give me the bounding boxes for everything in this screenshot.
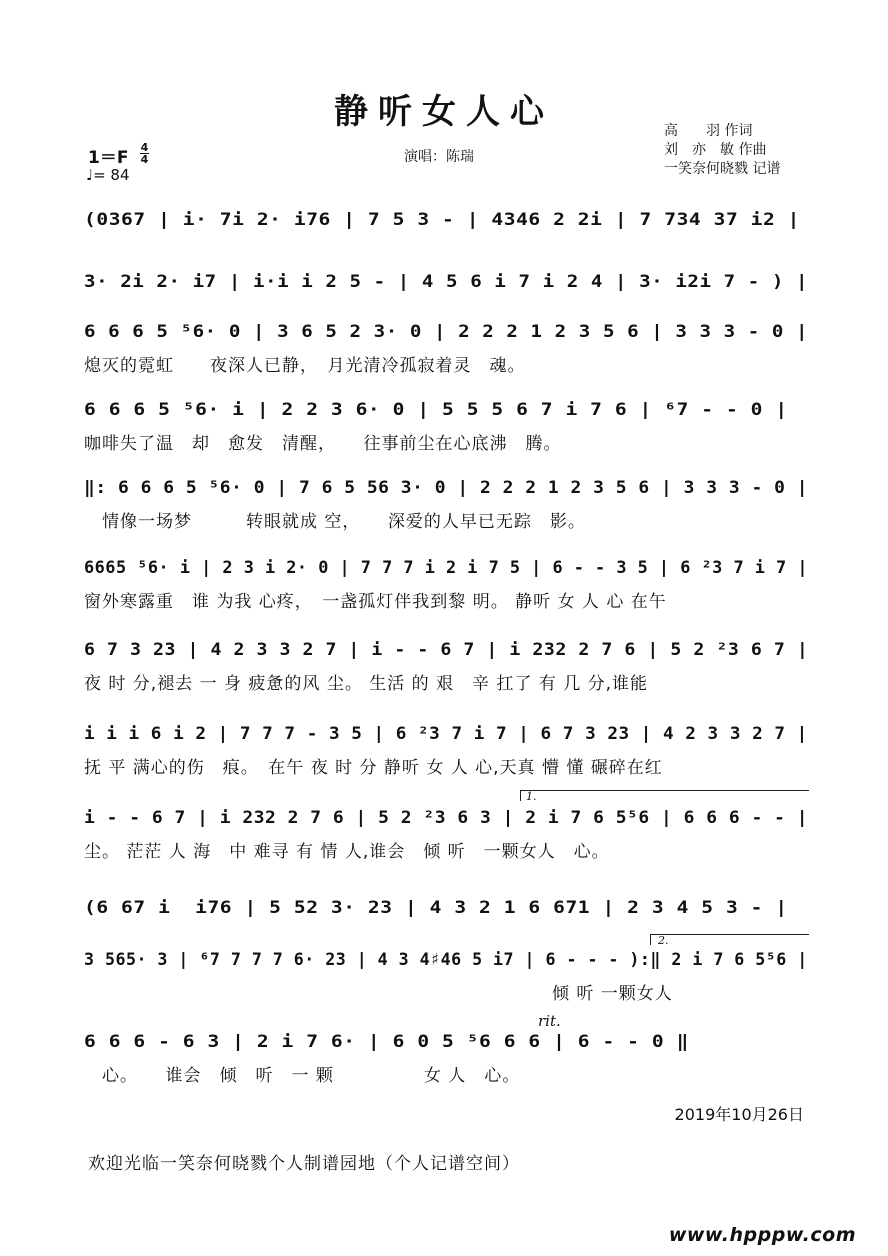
score-system-3 — [84, 320, 808, 390]
score-system-11 — [84, 934, 808, 1018]
transcriber-credit: 一笑奈何晓戮 记谱 — [664, 161, 781, 177]
composer-credit: 刘 亦 敏 作曲 — [664, 142, 767, 158]
score-system-1 — [84, 208, 808, 278]
lyrics-line: 尘。 茫茫 人 海 中 难寻 有 情 人,谁会 倾 听 一颗女人 心。 — [84, 842, 610, 862]
lyricist-credit: 高 羽 作词 — [664, 123, 753, 139]
lyrics-line: 咖啡失了温 却 愈发 清醒， 往事前尘在心底沸 腾。 — [84, 434, 562, 454]
notation-line: i i i 6 i 2 | 7 7 7 - 3 5 | 6 ²3 7 i 7 | 6 7 3 23 | 4 2 3 3 2 7 | — [84, 724, 808, 744]
notation-line: (6 67 i i76 | 5 52 3· 23 | 4 3 2 1 6 671 | 2 3 4 5 3 - | — [84, 898, 788, 918]
notation-line: ‖: 6 6 6 5 ⁵6· 0 | 7 6 5 56 3· 0 | 2 2 2 1 2 3 5 6 | 3 3 3 - 0 | — [84, 478, 809, 498]
footer-welcome-text: 欢迎光临一笑奈何晓戮个人制谱园地（个人记谱空间） — [88, 1154, 520, 1174]
lyrics-line: 倾 听 一颗女人 — [84, 984, 673, 1004]
meter-bottom: 4 — [140, 153, 149, 166]
notation-line: 3· 2i 2· i7 | i·i i 2 5 - | 4 5 6 i 7 i 2 4 | 3· i2i 7 - ) | — [84, 272, 809, 292]
notation-line: (0367 | i· 7i 2· i76 | 7 5 3 - | 4346 2 2i | 7 734 37 i2 | — [84, 210, 801, 230]
ritardando-marking: rit. — [538, 1012, 561, 1030]
notation-line: 6 7 3 23 | 4 2 3 3 2 7 | i - - 6 7 | i 232 2 7 6 | 5 2 ²3 6 7 | — [84, 640, 809, 660]
lyrics-line: 熄灭的霓虹 夜深人已静， 月光清冷孤寂着灵 魂。 — [84, 356, 526, 376]
key-signature: 1＝F — [88, 148, 129, 168]
notation-line: 6 6 6 5 ⁵6· 0 | 3 6 5 2 3· 0 | 2 2 2 1 2 3 5 6 | 3 3 3 - 0 | — [84, 322, 809, 342]
score-system-6 — [84, 556, 808, 626]
score-system-12 — [84, 1012, 808, 1100]
score-system-9 — [84, 790, 809, 876]
meter-top: 4 — [140, 141, 149, 154]
lyrics-line: 情像一场梦 转眼就成 空， 深爱的人早已无踪 影。 — [84, 512, 586, 532]
singer-credit: 演唱：陈瑞 — [404, 149, 474, 165]
transcription-date: 2019年10月26日 — [674, 1105, 804, 1124]
lyrics-line: 窗外寒露重 谁 为我 心疼， 一盏孤灯伴我到黎 明。 静听 女 人 心 在午 — [84, 592, 667, 612]
time-signature — [140, 142, 149, 165]
first-ending-label: 1. — [526, 790, 537, 803]
credits-block — [664, 122, 780, 179]
first-ending-bracket — [520, 790, 809, 801]
site-watermark: www.hpppw.com — [668, 1224, 856, 1246]
tempo-marking: ♩= 84 — [86, 166, 130, 184]
lyrics-line: 夜 时 分,褪去 一 身 疲惫的风 尘。 生活 的 艰 辛 扛了 有 几 分,谁能 — [84, 674, 649, 694]
second-ending-bracket — [650, 934, 809, 945]
score-system-8 — [84, 722, 808, 792]
notation-line: 3 565· 3 | ⁶7 7 7 7 6· 23 | 4 3 4♯46 5 i7 | 6 - - - ):‖ 2 i 7 6 5⁵6 | — [84, 950, 808, 970]
notation-line: i - - 6 7 | i 232 2 7 6 | 5 2 ²3 6 3 | 2 i 7 6 5⁵6 | 6 6 6 - - | — [84, 808, 809, 828]
score-system-4 — [84, 398, 808, 468]
song-title: 静听女人心 — [334, 92, 554, 132]
score-system-5 — [84, 476, 808, 546]
notation-line: 6665 ⁵6· i | 2 3 i 2· 0 | 7 7 7 i 2 i 7 5 | 6 - - 3 5 | 6 ²3 7 i 7 | — [84, 558, 808, 578]
second-ending-label: 2. — [658, 934, 669, 947]
lyrics-line: 心。 谁会 倾 听 一 颗 女 人 心。 — [84, 1066, 521, 1086]
notation-line: 6 6 6 - 6 3 | 2 i 7 6· | 6 0 5 ⁵6 6 6 | 6 - - 0 ‖ — [84, 1032, 689, 1052]
notation-line: 6 6 6 5 ⁵6· i | 2 2 3 6· 0 | 5 5 5 6 7 i 7 6 | ⁶7 - - 0 | — [84, 400, 788, 420]
score-system-7 — [84, 638, 808, 708]
lyrics-line: 抚 平 满心的伤 痕。 在午 夜 时 分 静听 女 人 心,天真 懵 懂 碾碎在红 — [84, 758, 663, 778]
